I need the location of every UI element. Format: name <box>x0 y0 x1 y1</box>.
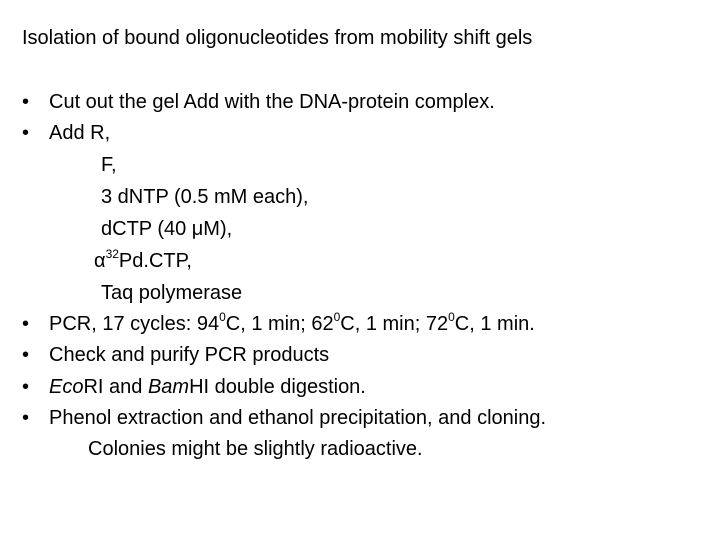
reagent-line <box>94 249 192 273</box>
italic-text: Bam <box>147 376 190 398</box>
superscript: 0 <box>219 310 226 325</box>
alpha-rest: Pd.CTP, <box>118 250 192 272</box>
bullet-icon: • <box>22 376 30 398</box>
text-run: C, 1 min; 62 <box>225 313 334 335</box>
superscript: 0 <box>333 310 341 325</box>
item-text <box>49 312 535 336</box>
note-line: Colonies might be slightly radioactive. <box>88 438 423 460</box>
item-text <box>49 375 366 399</box>
bullet-icon: • <box>22 122 30 144</box>
slide-title: Isolation of bound oligonucleotides from mobility shift gels <box>22 27 533 49</box>
text-run: RI and <box>83 376 148 398</box>
reagent-line: Taq polymerase <box>101 282 243 304</box>
reagent-line: dCTP (40 μM), <box>101 218 233 240</box>
superscript: 0 <box>448 310 455 325</box>
reagent-line: F, <box>101 154 117 176</box>
item-text: Add R, <box>49 122 111 144</box>
text-run: HI double digestion. <box>189 376 366 398</box>
text-run: PCR, 17 cycles: 94 <box>49 313 220 335</box>
item-text: Phenol extraction and ethanol precipitation, and cloning. <box>49 407 547 429</box>
item-text: Cut out the gel Add with the DNA-protein complex. <box>49 91 495 113</box>
superscript: 32 <box>105 247 119 262</box>
bullet-icon: • <box>22 91 30 113</box>
bullet-icon: • <box>22 344 30 366</box>
item-text: Check and purify PCR products <box>49 344 330 366</box>
reagent-line: 3 dNTP (0.5 mM each), <box>101 186 309 208</box>
bullet-icon: • <box>22 313 30 335</box>
bullet-icon: • <box>22 407 30 429</box>
alpha-symbol: α <box>94 250 106 272</box>
italic-text: Eco <box>49 376 84 398</box>
text-run: C, 1 min; 72 <box>340 313 449 335</box>
text-run: C, 1 min. <box>454 313 535 335</box>
